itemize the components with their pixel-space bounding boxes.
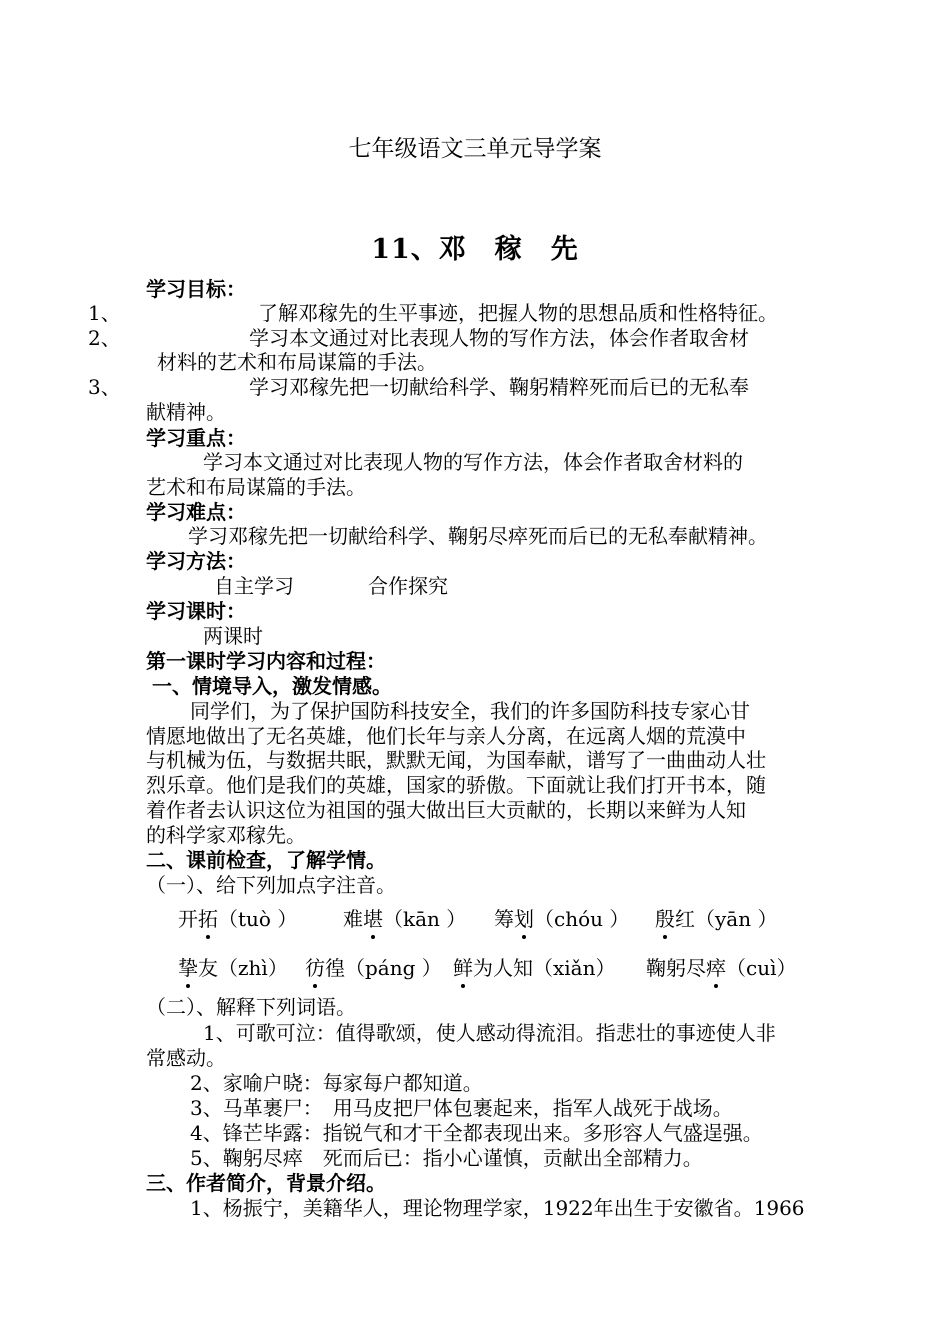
paragraph-line: 烈乐章。他们是我们的英雄，国家的骄傲。下面就让我们打开书本，随 [146, 773, 766, 797]
dotted-char: 瘁 [706, 956, 726, 980]
pinyin-item [453, 954, 615, 982]
document-title: 七年级语文三单元导学案 [348, 136, 602, 162]
dotted-char: 鲜 [453, 956, 473, 980]
word-part: 友 [198, 956, 218, 980]
word-part: 为人知 [473, 956, 533, 980]
word-part: 难 [343, 907, 363, 931]
method-item: 自主学习 [214, 574, 294, 598]
lesson-title: 11、邓 稼 先 [371, 234, 579, 265]
objective-text-continued: 材料的艺术和布局谋篇的手法。 [157, 350, 437, 374]
word-part: 鞠躬尽 [646, 956, 706, 980]
section-heading: 二、课前检查，了解学情。 [146, 848, 386, 872]
paragraph-line: 情愿地做出了无名英雄，他们长年与亲人分离，在远离人烟的荒漠中 [146, 724, 746, 748]
pinyin-item [305, 954, 442, 982]
dotted-char: 划 [514, 907, 534, 931]
focus-heading: 学习重点： [146, 426, 246, 450]
objectives-heading: 学习目标： [146, 277, 246, 301]
definition-line: 4、锋芒毕露：指锐气和才干全都表现出来。多形容人气盛逞强。 [190, 1121, 763, 1145]
dotted-char: 拓 [198, 907, 218, 931]
pinyin-item [646, 954, 796, 982]
pinyin: （páng ） [345, 956, 442, 980]
section-heading: 一、情境导入，激发情感。 [152, 674, 392, 698]
objective-text: 了解邓稼先的生平事迹，把握人物的思想品质和性格特征。 [258, 301, 778, 325]
definition-line: 3、马革裹尸： 用马皮把尸体包裹起来，指军人战死于战场。 [190, 1096, 733, 1120]
pinyin: （kān ） [383, 907, 467, 931]
definition-line: 常感动。 [146, 1046, 226, 1070]
objective-number: 3、 [88, 375, 121, 399]
pinyin: （xiǎn） [533, 956, 616, 980]
word-part: 红 [675, 907, 695, 931]
difficulty-text: 学习邓稼先把一切献给科学、鞠躬尽瘁死而后已的无私奉献精神。 [188, 524, 768, 548]
pinyin-row [0, 905, 950, 935]
method-item: 合作探究 [368, 574, 448, 598]
objective-text-continued: 献精神。 [146, 400, 226, 424]
paragraph-line: 着作者去认识这位为祖国的强大做出巨大贡献的，长期以来鲜为人知 [146, 798, 746, 822]
paragraph-line: 的科学家邓稼先。 [146, 823, 306, 847]
dotted-char: 挚 [178, 956, 198, 980]
hours-text: 两课时 [203, 624, 263, 648]
dotted-char: 彷 [305, 956, 325, 980]
pinyin: （zhì） [218, 956, 288, 980]
focus-text: 学习本文通过对比表现人物的写作方法，体会作者取舍材料的 [203, 450, 743, 474]
pinyin: （cuì） [726, 956, 797, 980]
pinyin: （tuò ） [218, 907, 298, 931]
paragraph-line: 同学们，为了保护国防科技安全，我们的许多国防科技专家心甘 [190, 699, 750, 723]
dotted-char: 堪 [363, 907, 383, 931]
pinyin-item [343, 905, 466, 933]
subsection-heading: （二）、解释下列词语。 [146, 995, 356, 1019]
pinyin-item [655, 905, 777, 933]
method-heading: 学习方法： [146, 549, 246, 573]
subsection-heading: （一）、给下列加点字注音。 [146, 873, 396, 897]
paragraph-line: 1、杨振宁，美籍华人，理论物理学家，1922年出生于安徽省。1966 [190, 1196, 805, 1220]
objective-number: 2、 [88, 326, 121, 350]
first-lesson-heading: 第一课时学习内容和过程： [146, 649, 386, 673]
paragraph-line: 与机械为伍，与数据共眠，默默无闻，为国奉献，谱写了一曲曲动人壮 [146, 748, 766, 772]
pinyin: （yān ） [695, 907, 778, 931]
definition-line: 2、家喻户晓：每家每户都知道。 [190, 1071, 483, 1095]
pinyin-item [494, 905, 629, 933]
word-part: 筹 [494, 907, 514, 931]
pinyin-item [178, 905, 297, 933]
word-part: 徨 [325, 956, 345, 980]
pinyin: （chóu ） [534, 907, 630, 931]
difficulty-heading: 学习难点： [146, 500, 246, 524]
hours-heading: 学习课时： [146, 599, 246, 623]
pinyin-item [178, 954, 288, 982]
objective-text: 学习本文通过对比表现人物的写作方法，体会作者取舍材 [249, 326, 749, 350]
pinyin-row [0, 954, 950, 984]
word-part: 开 [178, 907, 198, 931]
objective-text: 学习邓稼先把一切献给科学、鞠躬精粹死而后已的无私奉 [249, 375, 749, 399]
objective-number: 1、 [88, 301, 121, 325]
definition-line: 1、可歌可泣：值得歌颂，使人感动得流泪。指悲壮的事迹使人非 [203, 1021, 776, 1045]
definition-line: 5、鞠躬尽瘁 死而后已：指小心谨慎，贡献出全部精力。 [190, 1146, 703, 1170]
focus-text-continued: 艺术和布局谋篇的手法。 [146, 475, 366, 499]
dotted-char: 殷 [655, 907, 675, 931]
section-heading: 三、作者简介，背景介绍。 [146, 1171, 386, 1195]
